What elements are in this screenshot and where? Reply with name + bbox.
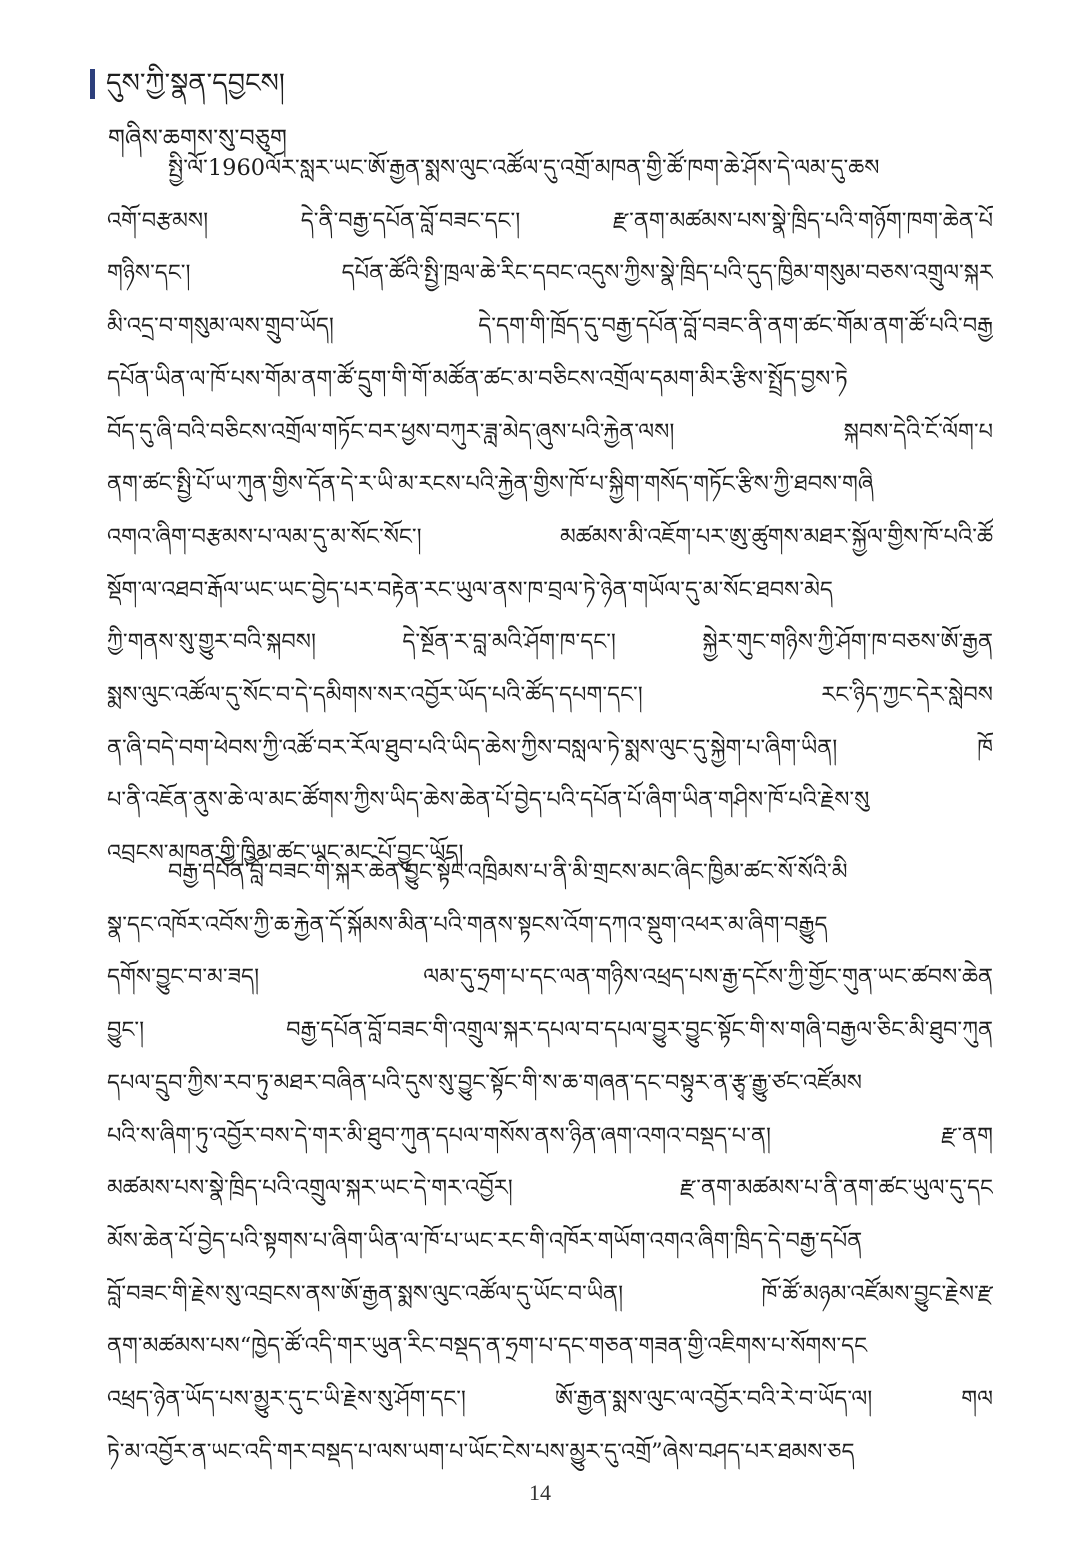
text-line: བློ་བཟང་གི་རྗེས་སུ་འབྲངས་ནས་ཨོ་རྒྱན་སྨས་ལུང་འཚོལ་དུ་ཡོང་བ་ཡིན། ཁོ་ཚོ་མཉམ་འཛོམས་བྱུང་རྗེས་རྫ — [107, 1281, 993, 1307]
text-line: སྨས་ལུང་འཚོལ་དུ་སོང་བ་དེ་དམིགས་སར་འབྱོར་ཡོད་པའི་ཚོད་དཔག་དང་། རང་ཉིད་ཀྱང་དེར་སླེབས — [107, 682, 993, 708]
text-line: བྱུང་། བརྒྱ་དཔོན་བློ་བཟང་གི་འགྲུལ་སྐར་དཔལ་བ་དཔལ་བྱུར་བྱུང་སྟོང་གི་ས་གཞི་བརྒྱལ་ཅིང་མི་ཐུབ་ཀུན — [107, 1017, 993, 1043]
text-line: སྤྱི་ལོ་1960ལོར་སླར་ཡང་ཨོ་རྒྱན་སྨས་ལུང་འཚོལ་དུ་འགྲོ་མཁན་གྱི་ཚོ་ཁག་ཆེ་ཤོས་དེ་ལམ་དུ་ཆས — [168, 155, 880, 181]
text-line: དཔལ་དྲུབ་ཀྱིས་རབ་ཏུ་མཐར་བཞིན་པའི་དུས་སུ་བྱུང་སྟོང་གི་ས་ཆ་གཞན་དང་བསྟུར་ན་རྩྭ་རྒྱུ་ཙང་འཛོམས — [107, 1070, 862, 1096]
text-line: ནག་ཚང་སྤྱི་པོ་ཡ་ཀུན་གྱིས་དོན་དེ་ར་ཡི་མ་རངས་པའི་རྐྱེན་གྱིས་ཁོ་པ་སྐྱིག་གསོད་གཏོང་རྩིས་ཀྱི་ཐབས་གཞི — [107, 471, 874, 497]
heading-accent-bar — [90, 69, 95, 99]
text-line: མོས་ཆེན་པོ་བྱེད་པའི་སྟགས་པ་ཞིག་ཡིན་ལ་ཁོ་པ་ཡང་རང་གི་འཁོར་གཡོག་འགའ་ཞིག་ཁྲིད་དེ་བརྒྱ་དཔོན — [107, 1228, 863, 1254]
text-line: པའི་ས་ཞིག་ཏུ་འབྱོར་བས་དེ་གར་མི་ཐུབ་ཀུན་དཔལ་གསོས་ནས་ཉིན་ཞག་འགའ་བསྡད་པ་ན། རྫ་ནག — [107, 1123, 993, 1149]
subsection-title: གཞིས་ཆགས་སུ་བཅུག — [108, 124, 287, 152]
text-line: ན་ཞི་བདེ་བག་ཕེབས་ཀྱི་འཚོ་བར་རོལ་ཐུབ་པའི་ཡིད་ཆེས་ཀྱིས་བསླལ་ཏེ་སྨས་ལུང་དུ་སྐྱེག་པ་ཞིག་ཡིན། ཁོ — [107, 735, 993, 761]
text-line: བརྒྱ་དཔོན་བློ་བཟང་གི་སྐར་ཆེན་བྱུང་སྟོང་འཁྲིམས་པ་ནི་མི་གྲངས་མང་ཞིང་ཁྱིམ་ཚང་སོ་སོའི་མི — [168, 859, 848, 885]
text-line: པ་ནི་འཇོན་ནུས་ཆེ་ལ་མང་ཚོགས་ཀྱིས་ཡིད་ཆེས་ཆེན་པོ་བྱེད་པའི་དཔོན་པོ་ཞིག་ཡིན་གཤིས་ཁོ་པའི་རྗེས་སུ — [107, 787, 870, 813]
text-line: ཀྱི་གནས་སུ་གྱུར་བའི་སྐབས། དེ་སྔོན་ར་བླ་མའི་ཤོག་ཁ་དང་། སྐྱེར་གུང་གཉིས་ཀྱི་ཤོག་ཁ་བཅས་ཨོ་རྒྱན — [107, 629, 993, 655]
text-line: འཕྲད་ཉེན་ཡོད་པས་མྱུར་དུ་ང་ཡི་རྗེས་སུ་ཤོག་དང་། ཨོ་རྒྱན་སྨས་ལུང་ལ་འབྱོར་བའི་རེ་བ་ཡོད་ལ། གལ — [107, 1386, 993, 1412]
section-title: དུས་ཀྱི་སྣན་དབྱངས། — [106, 68, 285, 99]
text-line: དགོས་བྱུང་བ་མ་ཟད། ལམ་དུ་ཧྲག་པ་དང་ལན་གཉིས་འཕྲད་པས་རྒྱ་དངོས་ཀྱི་གྱོང་གུན་ཡང་ཚབས་ཆེན — [107, 964, 993, 990]
page-number: 14 — [529, 1480, 551, 1505]
text-line: གཉིས་དང་། དཔོན་ཚོའི་སྤྱི་ཁྲལ་ཆེ་རིང་དབང་འདུས་ཀྱིས་སྣེ་ཁྲིད་པའི་དུད་ཁྱིམ་གསུམ་བཅས་འགྲུལ་སྐར — [107, 260, 993, 286]
text-line: སྣ་དང་འཁོར་འབོས་ཀྱི་ཆ་རྐྱེན་དོ་སྐོམས་མིན་པའི་གནས་སྟངས་འོག་དཀའ་སྡུག་འཕར་མ་ཞིག་བརྒྱུད — [107, 912, 828, 938]
text-line: མི་འདྲ་བ་གསུམ་ལས་གྲུབ་ཡོད། དེ་དག་གི་ཁྲོད་དུ་བརྒྱ་དཔོན་བློ་བཟང་ནི་ནག་ཚང་གོམ་ནག་ཚོ་པའི་བརྒྱ — [107, 313, 993, 339]
text-line: འགའ་ཞིག་བརྩམས་པ་ལམ་དུ་མ་སོང་སོང་། མཚམས་མི་འཇོག་པར་ཨུ་ཚུགས་མཐར་སྐྱོལ་གྱིས་ཁོ་པའི་ཚོ — [107, 524, 993, 550]
text-line: སྡོག་ལ་འཐབ་རྒོལ་ཡང་ཡང་བྱེད་པར་བརྟེན་རང་ཡུལ་ནས་ཁ་བྲལ་ཏེ་ཉེན་གཡོལ་དུ་མ་སོང་ཐབས་མེད — [107, 577, 833, 603]
text-line: འབྲངས་མཁན་གྱི་ཁྱིམ་ཚང་ཡང་མང་པོ་བྱུང་ཡོད། — [107, 840, 464, 866]
text-line: མཚམས་པས་སྣེ་ཁྲིད་པའི་འགྲུལ་སྐར་ཡང་དེ་གར་འབྱོར། རྫ་ནག་མཚམས་པ་ནི་ནག་ཚང་ཡུལ་དུ་དང — [107, 1175, 993, 1201]
text-line: འགོ་བརྩམས། དེ་ནི་བརྒྱ་དཔོན་བློ་བཟང་དང་། རྫ་ནག་མཚམས་པས་སྣེ་ཁྲིད་པའི་གཉོག་ཁག་ཆེན་པོ — [107, 208, 993, 234]
text-line: བོད་དུ་ཞི་བའི་བཅིངས་འགྲོལ་གཏོང་བར་ཕྱས་བཀུར་ཟླ་མེད་ཞུས་པའི་རྐྱེན་ལས། སྐབས་དེའི་ངོ་ལོག་པ — [107, 419, 993, 445]
section-heading — [90, 64, 285, 104]
text-line: དཔོན་ཡིན་ལ་ཁོ་པས་གོམ་ནག་ཚོ་དྲུག་གི་གོ་མཚོན་ཚང་མ་བཅིངས་འགྲོལ་དམག་མིར་རྩིས་སྤྲོད་བྱས་ཏེ — [107, 366, 848, 392]
text-line: ནག་མཚམས་པས“ཁྱེད་ཚོ་འདི་གར་ཡུན་རིང་བསྡད་ན་ཧྲག་པ་དང་གཅན་གཟན་གྱི་འཇིགས་པ་སོགས་དང — [107, 1333, 868, 1359]
text-line: ཏེ་མ་འབྱོར་ན་ཡང་འདི་གར་བསྡད་པ་ལས་ཡག་པ་ཡོང་ངེས་པས་མྱུར་དུ་འགྲོ”ཞེས་བཤད་པར་ཐམས་ཅད — [107, 1439, 855, 1465]
